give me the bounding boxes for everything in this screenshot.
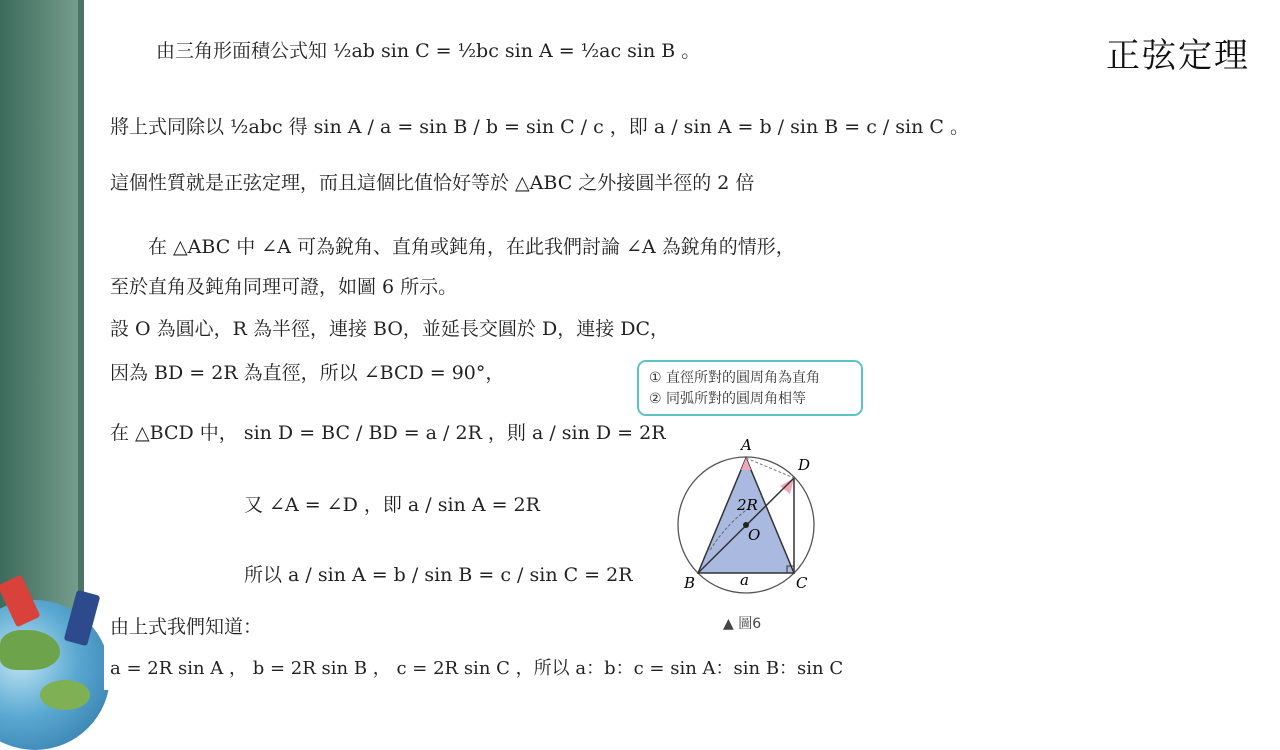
label-a: A bbox=[741, 436, 752, 454]
figure-caption: ▲ 圖6 bbox=[723, 616, 762, 632]
text-line: 由上式我們知道： bbox=[110, 616, 263, 638]
text-line: 在 △BCD 中， sin D = BC / BD = a / 2R ，則 a / sin D = 2R bbox=[110, 422, 666, 444]
label-o: O bbox=[748, 526, 761, 544]
note-line: ② 同弧所對的圓周角相等 bbox=[649, 391, 807, 407]
note-line: ① 直徑所對的圓周角為直角 bbox=[649, 370, 821, 386]
text-line: 所以 a / sin A = b / sin B = c / sin C = 2R bbox=[244, 564, 633, 586]
angle-a-mark bbox=[741, 458, 751, 470]
text-line: 由三角形面積公式知 ½ab sin C = ½bc sin A = ½ac sin B 。 bbox=[156, 40, 701, 62]
page-title: 正弦定理 bbox=[1106, 36, 1250, 76]
label-2r: 2R bbox=[737, 496, 758, 514]
label-a-side: a bbox=[740, 571, 749, 589]
text-line: 在 △ABC 中 ∠A 可為銳角、直角或鈍角，在此我們討論 ∠A 為銳角的情形， bbox=[110, 236, 795, 258]
triangle-abc bbox=[698, 458, 794, 573]
text-line: 設 O 為圓心，R 為半徑，連接 BO，並延長交圓於 D，連接 DC， bbox=[110, 318, 670, 340]
label-b: B bbox=[684, 574, 696, 592]
label-c: C bbox=[796, 574, 808, 592]
text-line: 這個性質就是正弦定理，而且這個比值恰好等於 △ABC 之外接圓半徑的 2 倍 bbox=[110, 172, 755, 194]
globe-land bbox=[40, 680, 90, 710]
text-line: a = 2R sin A ， b = 2R sin B ， c = 2R sin C ，所以 a：b：c = sin A：sin B：sin C bbox=[110, 658, 844, 679]
globe-land bbox=[0, 630, 60, 670]
text-line: 又 ∠A = ∠D ，即 a / sin A = 2R bbox=[244, 494, 540, 516]
text-line: 至於直角及鈍角同理可證，如圖 6 所示。 bbox=[110, 276, 458, 298]
geometry-figure bbox=[670, 432, 830, 600]
theorem-note-box bbox=[637, 360, 863, 416]
text-line: 將上式同除以 ½abc 得 sin A / a = sin B / b = sin C / c ，即 a / sin A = b / sin B = c / sin C 。 bbox=[110, 116, 969, 138]
label-d: D bbox=[798, 456, 811, 474]
text-line: 因為 BD = 2R 為直徑，所以 ∠BCD = 90°， bbox=[110, 362, 505, 384]
